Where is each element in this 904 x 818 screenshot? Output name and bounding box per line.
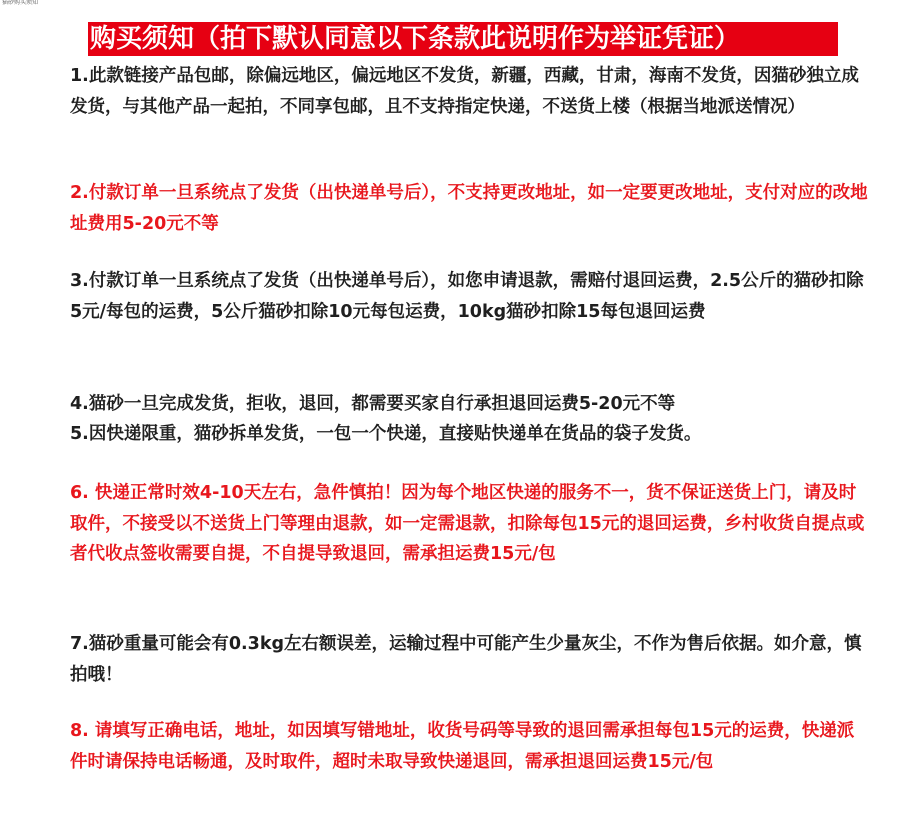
corner-mark: 猫砂购买须知	[2, 0, 39, 6]
notice-item-5: 5.因快递限重，猫砂拆单发货，一包一个快递，直接贴快递单在货品的袋子发货。	[70, 424, 702, 444]
notice-item-7: 7.猫砂重量可能会有0.3kg左右额误差，运输过程中可能产生少量灰尘，不作为售后依据。如介意，慎拍哦！	[70, 634, 862, 685]
notice-item-2: 2.付款订单一旦系统点了发货（出快递单号后），不支持更改地址，如一定要更改地址，支付对应的改地址费用5-20元不等	[70, 183, 868, 234]
notice-item-4: 4.猫砂一旦完成发货，拒收，退回，都需要买家自行承担退回运费5-20元不等	[70, 394, 676, 414]
notice-item-1: 1.此款链接产品包邮，除偏远地区，偏远地区不发货，新疆，西藏，甘肃，海南不发货，因猫砂独立成发货，与其他产品一起拍，不同享包邮，且不支持指定快递，不送货上楼（根据当地派送情况）	[70, 66, 859, 117]
notice-item-8: 8. 请填写正确电话，地址，如因填写错地址，收货号码等导致的退回需承担每包15元的运费，快递派件时请保持电话畅通，及时取件，超时未取导致快递退回，需承担退回运费15元/包	[70, 721, 855, 772]
notice-item-6: 6. 快递正常时效4-10天左右，急件慎拍！因为每个地区快递的服务不一，货不保证送货上门，请及时取件，不接受以不送货上门等理由退款，如一定需退款，扣除每包15元的退回运费，乡村收货自提点或者代收点签收需要自提，不自提导致退回，需承担运费15元/包	[70, 483, 865, 564]
notice-item-3: 3.付款订单一旦系统点了发货（出快递单号后），如您申请退款，需赔付退回运费，2.5公斤的猫砂扣除 5元/每包的运费，5公斤猫砂扣除10元每包运费，10kg猫砂扣除15每包退回运费	[70, 271, 864, 322]
page-title: 购买须知（拍下默认同意以下条款此说明作为举证凭证）	[88, 22, 838, 56]
